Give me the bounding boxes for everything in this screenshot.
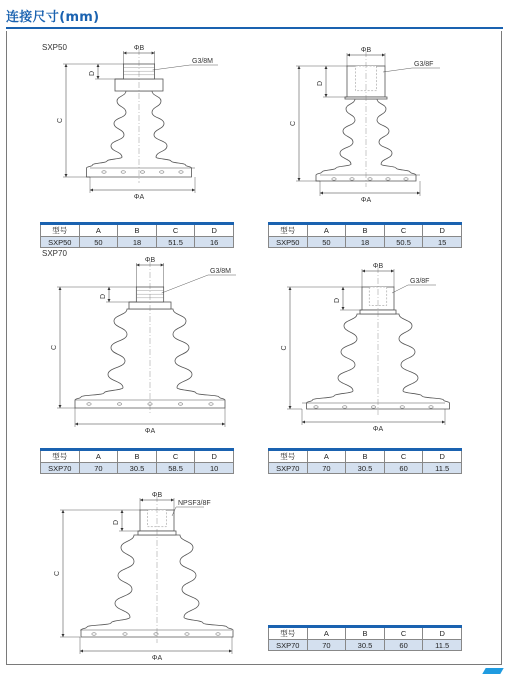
dim-b-label: ΦB	[144, 257, 156, 264]
page-title: 连接尺寸(mm)	[6, 10, 100, 25]
dim-b-label: ΦB	[372, 263, 384, 270]
table-cell: 70	[307, 640, 346, 651]
section-label-sxp50: SXP50	[42, 43, 67, 52]
table-cell: 30.5	[346, 640, 385, 651]
spec-table-sxp70-npsf	[268, 625, 462, 651]
table-cell: 18	[118, 237, 157, 248]
table-cell: 51.5	[156, 237, 195, 248]
table-header: D	[423, 450, 462, 463]
table-cell: 30.5	[346, 463, 385, 474]
table-cell: 60	[384, 640, 423, 651]
table-cell: 11.5	[423, 640, 462, 651]
table-header: C	[384, 450, 423, 463]
dim-a-label: ΦA	[360, 197, 372, 204]
table-cell: 70	[307, 463, 346, 474]
table-header: B	[346, 627, 385, 640]
table-header: D	[195, 450, 234, 463]
dim-c-label: C	[54, 570, 61, 577]
table-row	[269, 237, 462, 248]
table-cell: 10	[195, 463, 234, 474]
table-cell: 30.5	[118, 463, 157, 474]
table-cell: 60	[384, 463, 423, 474]
dim-b-label: ΦB	[151, 492, 163, 499]
table-header: B	[346, 450, 385, 463]
table-header: C	[384, 627, 423, 640]
dim-a-label: ΦA	[133, 194, 145, 201]
dim-a-label: ΦA	[151, 655, 163, 662]
table-cell: 50	[79, 237, 118, 248]
table-cell: SXP70	[269, 463, 308, 474]
table-header: A	[307, 450, 346, 463]
dim-d-label: D	[334, 297, 341, 304]
table-header: B	[346, 224, 385, 237]
spec-table-sxp50-female	[268, 222, 462, 248]
table-cell: 58.5	[156, 463, 195, 474]
table-cell: SXP50	[41, 237, 80, 248]
dim-c-label: C	[290, 120, 297, 127]
table-header: C	[156, 450, 195, 463]
table-header: 型号	[269, 224, 308, 237]
table-header: A	[79, 450, 118, 463]
table-header: A	[79, 224, 118, 237]
table-header: 型号	[269, 627, 308, 640]
table-row	[41, 463, 234, 474]
table-cell: 11.5	[423, 463, 462, 474]
table-header: D	[423, 627, 462, 640]
dim-c-label: C	[281, 345, 288, 351]
table-cell: 16	[195, 237, 234, 248]
dim-d-label: D	[317, 80, 324, 87]
table-cell: 70	[79, 463, 118, 474]
table-header: B	[118, 224, 157, 237]
table-cell: 50.5	[384, 237, 423, 248]
table-cell: SXP50	[269, 237, 308, 248]
thread-spec-label: G3/8M	[210, 268, 232, 275]
table-row	[41, 237, 234, 248]
table-header: A	[307, 224, 346, 237]
dim-d-label: D	[89, 70, 96, 77]
thread-spec-label: G3/8M	[192, 58, 214, 65]
table-header: C	[156, 224, 195, 237]
thread-spec-label: G3/8F	[410, 278, 430, 285]
table-header: D	[423, 224, 462, 237]
dim-d-label: D	[113, 519, 120, 526]
dim-a-label: ΦA	[372, 426, 384, 433]
dim-d-label: D	[100, 293, 107, 300]
table-header: D	[195, 224, 234, 237]
table-header: 型号	[269, 450, 308, 463]
page-corner-mark	[482, 668, 503, 674]
table-cell: 50	[307, 237, 346, 248]
table-cell: SXP70	[269, 640, 308, 651]
table-cell: 18	[346, 237, 385, 248]
spec-table-sxp50-male	[40, 222, 234, 248]
dim-b-label: ΦB	[360, 47, 372, 54]
thread-spec-label: NPSF3/8F	[178, 500, 211, 507]
table-cell: 15	[423, 237, 462, 248]
dim-c-label: C	[51, 344, 58, 351]
dim-a-label: ΦA	[144, 428, 156, 435]
table-header: A	[307, 627, 346, 640]
spec-table-sxp70-female	[268, 448, 462, 474]
table-cell: SXP70	[41, 463, 80, 474]
table-row	[269, 640, 462, 651]
dim-c-label: C	[57, 117, 64, 124]
section-label-sxp70: SXP70	[42, 249, 67, 258]
table-header: 型号	[41, 450, 80, 463]
table-header: C	[384, 224, 423, 237]
spec-table-sxp70-male	[40, 448, 234, 474]
table-header: B	[118, 450, 157, 463]
table-header: 型号	[41, 224, 80, 237]
dim-b-label: ΦB	[133, 45, 145, 52]
table-row	[269, 463, 462, 474]
thread-spec-label: G3/8F	[414, 61, 434, 68]
